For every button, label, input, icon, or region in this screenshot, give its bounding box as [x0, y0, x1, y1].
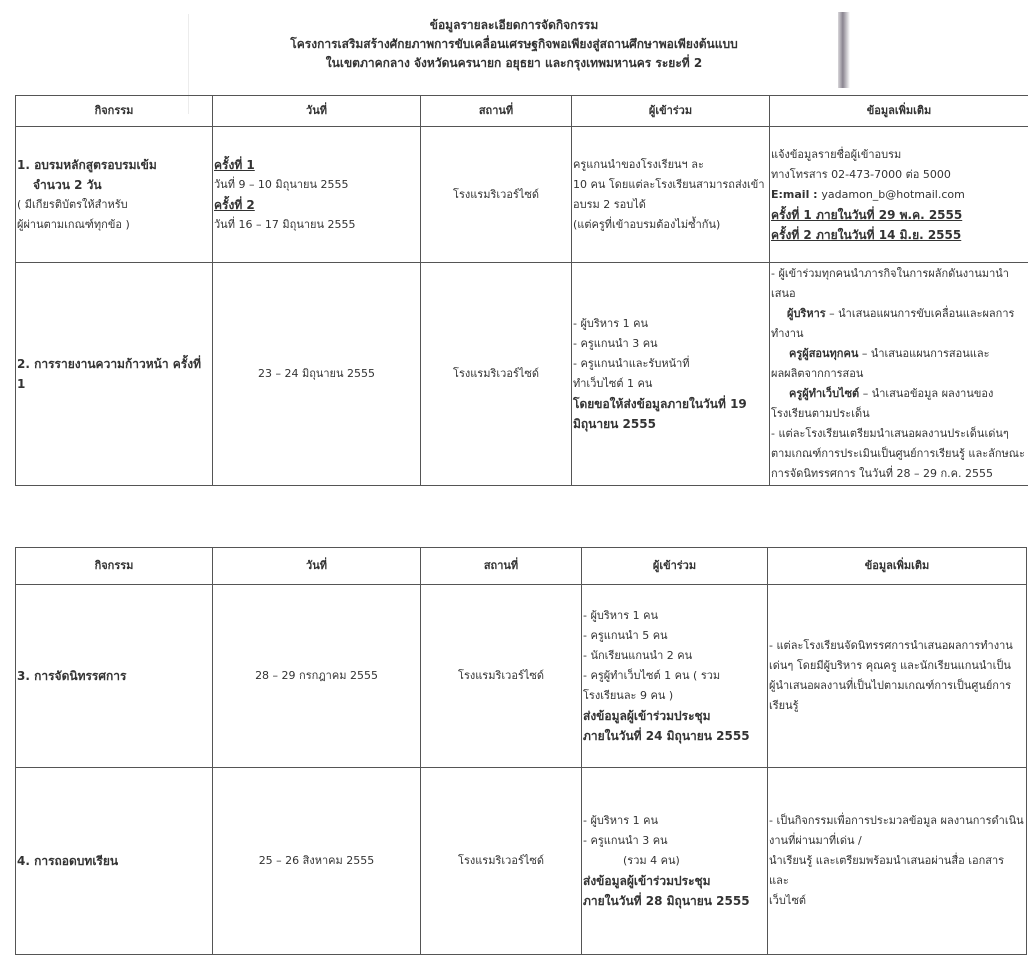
activity-note: ( มีเกียรติบัตรให้สำหรับ: [17, 197, 128, 211]
col-header-date: วันที่: [213, 548, 421, 585]
info-line: เด่นๆ โดยมีผู้บริหาร คุณครู และนักเรียนแกนนำเป็น: [769, 659, 1011, 672]
activity-title: 3. การจัดนิทรรศการ: [17, 668, 127, 683]
table-header-row: [16, 548, 1027, 585]
col-header-date: วันที่: [213, 96, 421, 127]
role-web-teacher: ครูผู้ทำเว็บไซต์: [789, 387, 860, 400]
participants-line: (แต่ครูที่เข้าอบรมต้องไม่ซ้ำกัน): [573, 217, 721, 231]
participants-line: 10 คน โดยแต่ละโรงเรียนสามารถส่งเข้า: [573, 177, 765, 191]
info-line: ครูผู้ทำเว็บไซต์ – นำเสนอข้อมูล ผลงานของ: [789, 387, 994, 400]
participants-line: - ผู้บริหาร 1 คน: [583, 609, 659, 622]
table-row: [16, 127, 1028, 263]
activity-table-2: [15, 547, 1027, 955]
info-line: ตามเกณฑ์การประเมินเป็นศูนย์การเรียนรู้ และลักษณะ: [771, 447, 1025, 460]
email-address[interactable]: yadamon_b@hotmail.com: [821, 187, 965, 201]
activity-note: ผู้ผ่านตามเกณฑ์ทุกข้อ ): [17, 217, 130, 231]
activity-title-cont: 1: [17, 377, 26, 391]
participants-cell: [572, 127, 770, 263]
submission-deadline: ส่งข้อมูลผู้เข้าร่วมประชุม: [583, 874, 711, 888]
venue-cell: โรงแรมริเวอร์ไซด์: [421, 768, 582, 955]
col-header-participants: ผู้เข้าร่วม: [572, 96, 770, 127]
info-line: เรียนรู้: [769, 699, 799, 712]
document-header: [0, 16, 1028, 73]
date-cell: 25 – 26 สิงหาคม 2555: [213, 768, 421, 955]
participants-line: - ครูแกนนำ 3 คน: [573, 337, 658, 350]
participants-line: - ครูแกนนำและรับหน้าที่: [573, 357, 690, 370]
submission-deadline: ส่งข้อมูลผู้เข้าร่วมประชุม: [583, 709, 711, 723]
activity-cell: [16, 768, 213, 955]
col-header-info: ข้อมูลเพิ่มเติม: [768, 548, 1027, 585]
col-header-participants: ผู้เข้าร่วม: [582, 548, 768, 585]
info-line: ผู้นำเสนอผลงานที่เป็นไปตามเกณฑ์การเป็นศูนย์การ: [769, 679, 1012, 692]
submission-deadline: โดยขอให้ส่งข้อมูลภายในวันที่ 19: [573, 397, 747, 411]
participants-line: - ครูแกนนำ 3 คน: [583, 834, 668, 847]
venue-cell: โรงแรมริเวอร์ไซด์: [421, 263, 572, 486]
role-executive: ผู้บริหาร: [787, 307, 826, 320]
activity-table-1: [15, 95, 1028, 486]
info-cell: [768, 768, 1027, 955]
participants-line: - นักเรียนแกนนำ 2 คน: [583, 649, 693, 662]
col-header-activity: กิจกรรม: [16, 548, 213, 585]
info-line: เสนอ: [771, 287, 796, 300]
info-line: เว็บไซต์: [769, 894, 807, 907]
round-date: วันที่ 9 – 10 มิถุนายน 2555: [214, 177, 349, 191]
participants-cell: [572, 263, 770, 486]
participants-line: - ครูแกนนำ 5 คน: [583, 629, 668, 642]
table-header-row: [16, 96, 1028, 127]
col-header-activity: กิจกรรม: [16, 96, 213, 127]
activity-cell: [16, 127, 213, 263]
col-header-info: ข้อมูลเพิ่มเติม: [770, 96, 1028, 127]
email-line: [771, 185, 1027, 205]
info-line: - ผู้เข้าร่วมทุกคนนำภารกิจในการผลักดันงานมานำ: [771, 267, 1009, 280]
header-project: โครงการเสริมสร้างศักยภาพการขับเคลื่อนเศรษฐกิจพอเพียงสู่สถานศึกษาพอเพียงต้นแบบ: [290, 37, 738, 51]
table-row: [16, 263, 1028, 486]
participants-line: - ครูผู้ทำเว็บไซต์ 1 คน ( รวม: [583, 669, 721, 682]
venue-cell: โรงแรมริเวอร์ไซด์: [421, 127, 572, 263]
info-line: - แต่ละโรงเรียนเตรียมนำเสนอผลงานประเด็นเด่นๆ: [771, 427, 1009, 440]
info-cell: [768, 585, 1027, 768]
table-row: [16, 585, 1027, 768]
email-label: E:mail :: [771, 187, 822, 201]
deadline-round-2: ครั้งที่ 2 ภายในวันที่ 14 มิ.ย. 2555: [771, 227, 962, 242]
info-line: ผู้บริหาร – นำเสนอแผนการขับเคลื่อนและผลการ: [787, 307, 1015, 320]
activity-title: 4. การถอดบทเรียน: [17, 853, 119, 868]
role-teachers: ครูผู้สอนทุกคน: [789, 347, 859, 360]
activity-title: 1. อบรมหลักสูตรอบรมเข้ม: [17, 157, 157, 172]
round-date: วันที่ 16 – 17 มิถุนายน 2555: [214, 217, 356, 231]
info-line: การจัดนิทรรศการ ในวันที่ 28 – 29 ก.ค. 2555: [771, 467, 993, 480]
info-line: นำเรียนรู้ และเตรียมพร้อมนำเสนอผ่านสื่อ เอกสาร และ: [769, 854, 1005, 887]
date-cell: 23 – 24 มิถุนายน 2555: [213, 263, 421, 486]
date-cell: [213, 127, 421, 263]
participants-line: อบรม 2 รอบได้: [573, 197, 646, 211]
venue-cell: โรงแรมริเวอร์ไซด์: [421, 585, 582, 768]
deadline-round-1: ครั้งที่ 1 ภายในวันที่ 29 พ.ค. 2555: [771, 207, 963, 222]
submission-deadline: มิถุนายน 2555: [573, 417, 656, 431]
info-line: แจ้งข้อมูลรายชื่อผู้เข้าอบรม: [771, 147, 902, 161]
activity-cell: [16, 585, 213, 768]
activity-duration: จำนวน 2 วัน: [33, 177, 102, 192]
col-header-venue: สถานที่: [421, 548, 582, 585]
participants-line: - ผู้บริหาร 1 คน: [583, 814, 659, 827]
info-line: - เป็นกิจกรรมเพื่อการประมวลข้อมูล ผลงานการดำเนิน: [769, 814, 1024, 827]
info-line: งานที่ผ่านมาที่เด่น /: [769, 834, 862, 847]
info-cell: [770, 127, 1028, 263]
info-line: - แต่ละโรงเรียนจัดนิทรรศการนำเสนอผลการทำงาน: [769, 639, 1013, 652]
submission-deadline: ภายในวันที่ 24 มิถุนายน 2555: [583, 729, 750, 743]
info-line: ทำงาน: [771, 327, 804, 340]
participants-line: - ผู้บริหาร 1 คน: [573, 317, 649, 330]
info-line: ผลผลิตจากการสอน: [771, 367, 864, 380]
participants-line: โรงเรียนละ 9 คน ): [583, 689, 674, 702]
activity-title: 2. การรายงานความก้าวหน้า ครั้งที่: [17, 357, 201, 371]
participants-line: ทำเว็บไซต์ 1 คน: [573, 377, 653, 390]
header-title: ข้อมูลรายละเอียดการจัดกิจกรรม: [429, 18, 599, 32]
participants-cell: [582, 768, 768, 955]
round-label: ครั้งที่ 2: [214, 197, 255, 212]
participants-line: ครูแกนนำของโรงเรียนฯ ละ: [573, 157, 704, 171]
info-line: ครูผู้สอนทุกคน – นำเสนอแผนการสอนและ: [789, 347, 990, 360]
submission-deadline: ภายในวันที่ 28 มิถุนายน 2555: [583, 894, 750, 908]
participants-line: (รวม 4 คน): [623, 854, 680, 867]
info-line: โรงเรียนตามประเด็น: [771, 407, 870, 420]
participants-cell: [582, 585, 768, 768]
table-row: [16, 768, 1027, 955]
date-cell: 28 – 29 กรกฎาคม 2555: [213, 585, 421, 768]
activity-cell: [16, 263, 213, 486]
col-header-venue: สถานที่: [421, 96, 572, 127]
round-label: ครั้งที่ 1: [214, 157, 255, 172]
info-cell: [770, 263, 1028, 486]
info-line: ทางโทรสาร 02-473-7000 ต่อ 5000: [771, 167, 951, 181]
header-region: ในเขตภาคกลาง จังหวัดนครนายก อยุธยา และกรุงเทพมหานคร ระยะที่ 2: [325, 56, 703, 70]
